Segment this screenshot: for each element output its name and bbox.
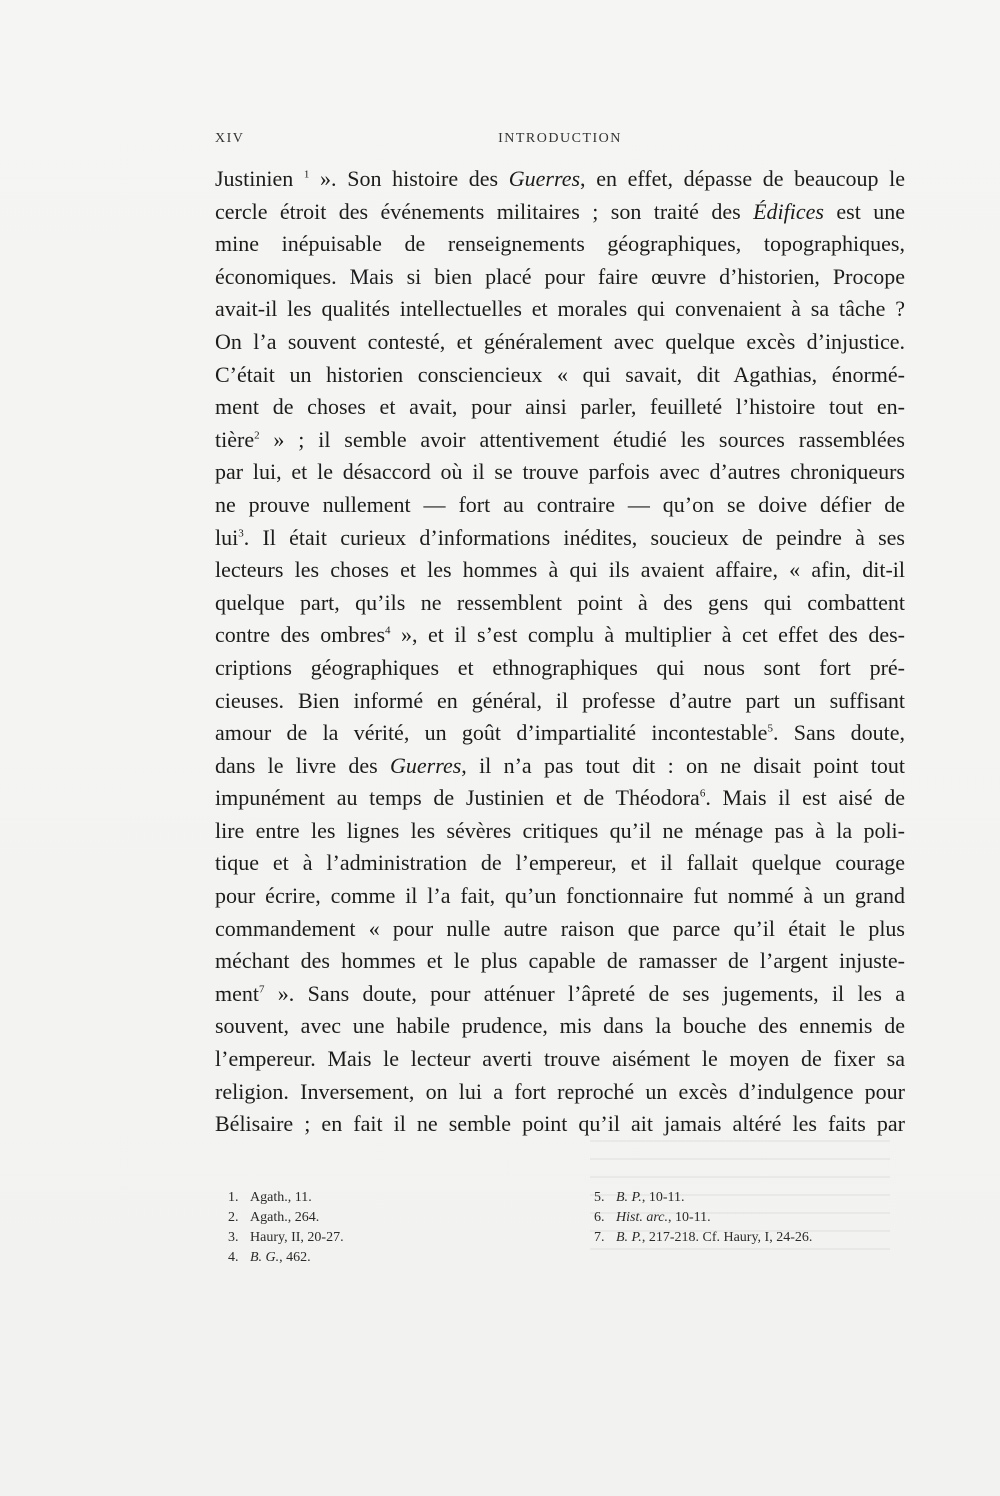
text-line (215, 196, 905, 229)
footnote-italic: B. G. (250, 1250, 280, 1265)
text-run: est une (823, 198, 905, 224)
italic-title: Guerres (508, 166, 581, 191)
footnote (594, 1208, 914, 1228)
text-run: ». Son histoire des (309, 166, 509, 191)
text-line: mine inépuisable de renseignements géographiques, topographiques, (215, 231, 905, 257)
text-line: ment de choses et avait, pour ainsi parler, feuilleté l’histoire tout en- (215, 394, 905, 420)
text-run: Justinien (215, 166, 304, 191)
text-line: l’empereur. Mais le lecteur averti trouve aisément le moyen de fixer sa (215, 1046, 905, 1072)
text-line: C’était un historien consciencieux « qui savait, dit Agathias, énormé- (215, 361, 905, 387)
page-number: XIV (215, 131, 245, 146)
text-line: pour écrire, comme il l’a fait, qu’un fonctionnaire fut nommé à un grand (215, 883, 905, 909)
text-run: , en effet, dépasse de beaucoup le (580, 166, 905, 191)
italic-title: Guerres (389, 752, 462, 778)
footnote-number: 1. (228, 1190, 239, 1205)
text-line: Bélisaire ; en fait il ne semble point qu’il ait jamais altéré les faits par (215, 1111, 905, 1137)
footnote-ref: 3 (238, 527, 244, 540)
text-run: » ; il semble avoir attentivement étudié les sources rassemblées (259, 426, 905, 452)
text-line (215, 750, 905, 783)
footnote-number: 5. (594, 1190, 605, 1205)
footnote-ref: 6 (699, 787, 706, 800)
footnotes-left-column (228, 1188, 558, 1268)
text-line: avait-il les qualités intellectuelles et morales qui convenaient à sa tâche ? (215, 296, 905, 322)
footnote-number: 4. (228, 1250, 239, 1265)
footnote (228, 1228, 558, 1248)
text-line: On l’a souvent contesté, et généralement avec quelque excès d’injustice. (215, 328, 905, 354)
footnote-italic: B. P. (616, 1190, 642, 1205)
text-line: méchant des hommes et le plus capable de ramasser de l’argent injuste- (215, 948, 905, 974)
running-head (215, 131, 905, 151)
text-line: quelque part, qu’ils ne ressemblent point à des gens qui combattent (215, 589, 905, 615)
text-line: commandement « pour nulle autre raison que parce qu’il était le plus (215, 915, 905, 941)
footnote-text: , 10-11. (641, 1190, 685, 1205)
text-run: ment (215, 980, 259, 1006)
footnote-number: 3. (228, 1230, 239, 1245)
footnote-ref: 2 (254, 429, 260, 442)
footnote (228, 1208, 558, 1228)
footnote-ref: 1 (303, 168, 310, 181)
footnote-text: , 10-11. (667, 1210, 711, 1225)
text-line: tique et à l’administration de l’empereur, et il fallait quelque courage (215, 850, 905, 876)
footnotes-right-column (594, 1188, 914, 1248)
text-run: contre des ombres (215, 622, 386, 648)
text-line (215, 522, 905, 555)
footnote-italic: Hist. arc. (616, 1210, 668, 1225)
text-run: . Il était curieux d’informations inédites, soucieux de peindre à ses (243, 524, 905, 550)
text-line (215, 978, 905, 1011)
text-line: économiques. Mais si bien placé pour faire œuvre d’historien, Procope (215, 263, 905, 289)
text-line (215, 163, 905, 196)
footnote (228, 1248, 558, 1268)
footnote-italic: B. P. (616, 1230, 642, 1245)
text-line: religion. Inversement, on lui a fort reproché un excès d’indulgence pour (215, 1078, 905, 1104)
text-run: lui (215, 524, 239, 550)
text-run: tière (215, 426, 255, 452)
text-line (215, 619, 905, 652)
footnote-number: 7. (594, 1230, 605, 1245)
text-run: ». Sans doute, pour atténuer l’âpreté de ses jugements, il les a (264, 980, 905, 1006)
footnote-text: , 462. (279, 1250, 311, 1265)
text-line: ne prouve nullement — fort au contraire — qu’on se doive défier de (215, 491, 905, 517)
text-line: souvent, avec une habile prudence, mis dans la bouche des ennemis de (215, 1013, 905, 1039)
running-title: INTRODUCTION (498, 131, 622, 146)
footnote-text: Haury, II, 20-27. (250, 1230, 344, 1245)
text-run: . Sans doute, (772, 720, 905, 746)
text-run: cercle étroit des événements militaires ; son traité des (215, 198, 754, 224)
text-line (215, 424, 905, 457)
text-run: , il n’a pas tout dit : on ne disait point tout (461, 752, 905, 778)
footnote (228, 1188, 558, 1208)
text-line: cieuses. Bien informé en général, il professe d’autre part un suffisant (215, 687, 905, 713)
text-line (215, 717, 905, 750)
footnote-number: 6. (594, 1210, 605, 1225)
text-line: par lui, et le désaccord où il se trouve parfois avec d’autres chroniqueurs (215, 459, 905, 485)
text-line: lecteurs les choses et les hommes à qui ils avaient affaire, « afin, dit-il (215, 557, 905, 583)
text-line: criptions géographiques et ethnographiques qui nous sont fort pré- (215, 654, 905, 680)
text-line: lire entre les lignes les sévères critiques qu’il ne ménage pas à la poli- (215, 817, 905, 843)
text-run: amour de la vérité, un goût d’impartialité incontestable (215, 720, 768, 746)
footnote-text: Agath., 11. (250, 1190, 312, 1205)
body-paragraph (215, 163, 905, 1141)
footnote-text: , 217-218. Cf. Haury, I, 24-26. (641, 1230, 813, 1245)
footnote-ref: 7 (259, 983, 265, 996)
footnote-text: Agath., 264. (250, 1210, 320, 1225)
text-line (215, 782, 905, 815)
text-run: dans le livre des (215, 752, 390, 778)
footnote (594, 1228, 914, 1248)
footnote-number: 2. (228, 1210, 239, 1225)
text-run: impunément au temps de Justinien et de Théodora (215, 785, 700, 811)
footnote (594, 1188, 914, 1208)
footnote-ref: 5 (767, 722, 773, 735)
footnote-ref: 4 (385, 624, 391, 637)
text-run: », et il s’est complu à multiplier à cet effet des des- (390, 622, 906, 648)
text-run: . Mais il est aisé de (705, 785, 905, 811)
italic-title: Édifices (753, 198, 824, 224)
